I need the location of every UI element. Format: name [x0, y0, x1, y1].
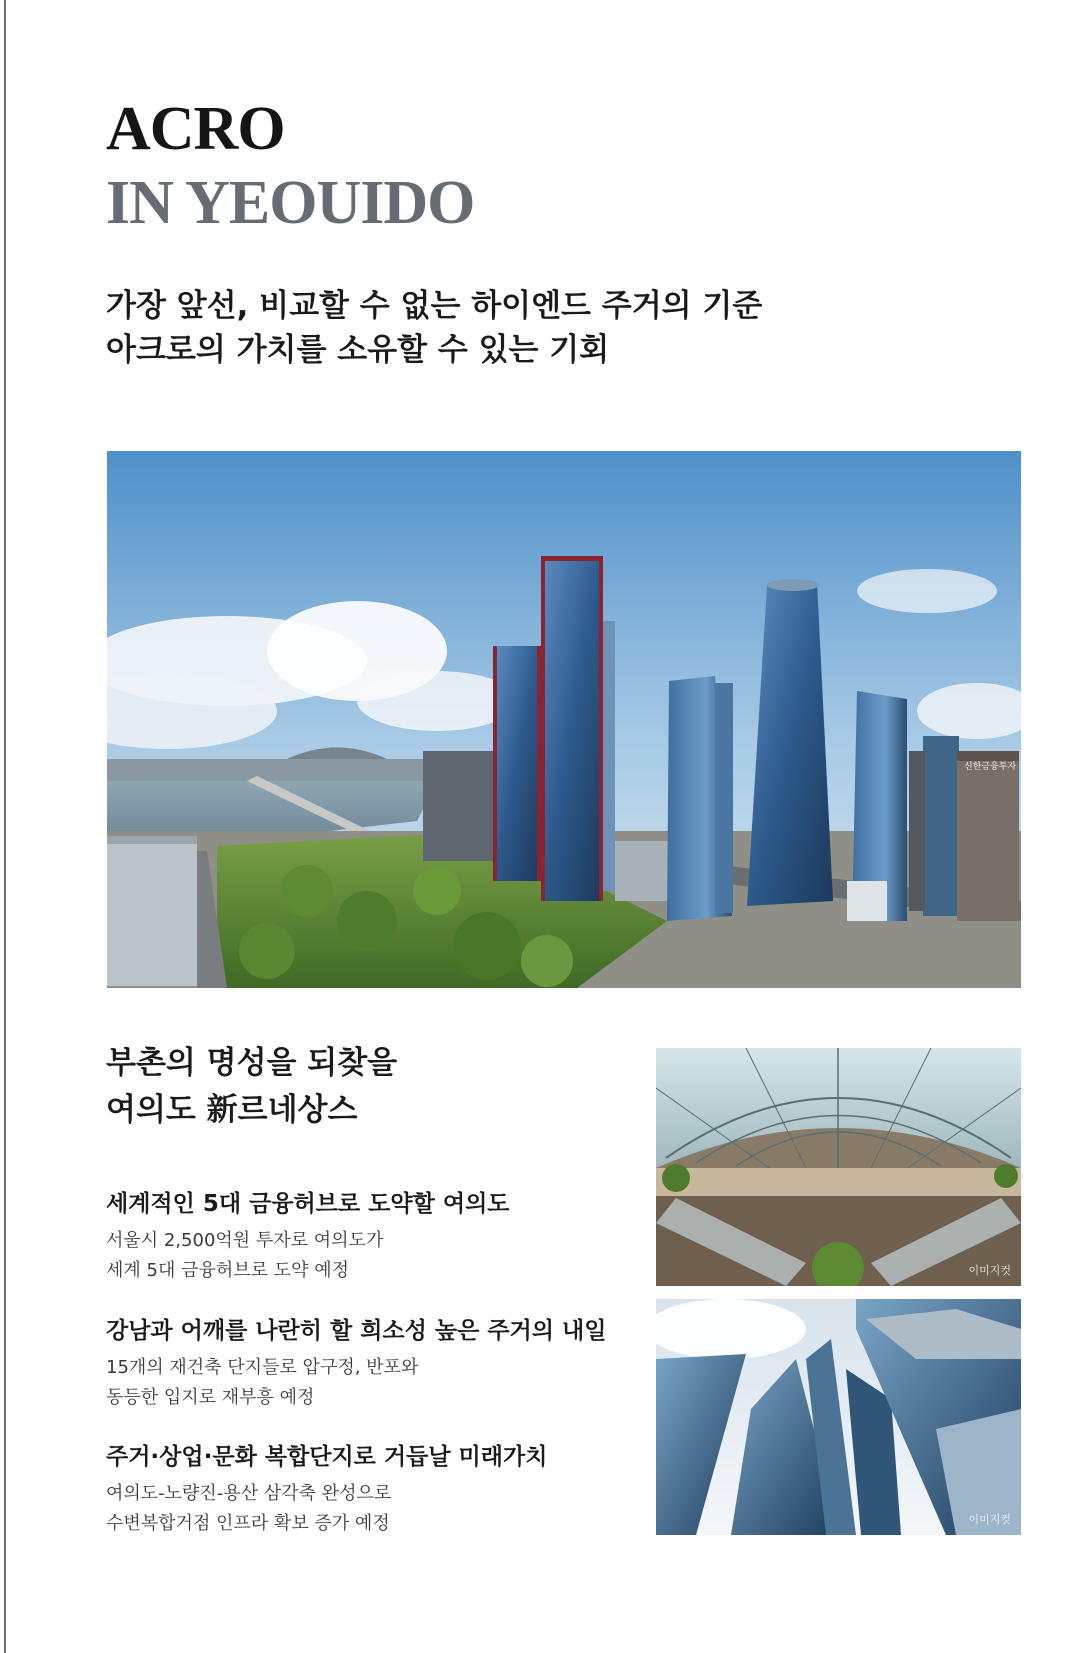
feature-title: 주거·상업·문화 복합단지로 거듭날 미래가치 — [106, 1444, 548, 1470]
feature-desc-line: 수변복합거점 인프라 확보 증가 예정 — [106, 1513, 390, 1534]
section-heading-line-1: 부촌의 명성을 되찾을 — [106, 1045, 398, 1081]
image-caption: 이미지컷 — [968, 1264, 1011, 1277]
feature-description — [106, 1479, 646, 1539]
mall-atrium-image — [656, 1048, 1021, 1286]
headline-line-1: 가장 앞선, 비교할 수 없는 하이엔드 주거의 기준 — [106, 288, 763, 324]
hero-skyline-image — [107, 451, 1021, 988]
building-sign-text: 신한금융투자 — [964, 762, 1017, 772]
feature-description — [106, 1226, 646, 1286]
headline — [106, 284, 926, 372]
feature-item — [106, 1441, 646, 1539]
feature-desc-line: 동등한 입지로 재부흥 예정 — [106, 1387, 315, 1408]
image-caption: 이미지컷 — [968, 1513, 1011, 1526]
feature-title: 세계적인 5대 금융허브로 도약할 여의도 — [106, 1191, 510, 1217]
section-heading — [106, 1040, 626, 1134]
feature-item — [106, 1315, 646, 1413]
title-acro: ACRO — [106, 95, 285, 163]
feature-title: 강남과 어깨를 나란히 할 희소성 높은 주거의 내일 — [106, 1318, 607, 1344]
skyscrapers-image — [656, 1299, 1021, 1535]
feature-desc-line: 세계 5대 금융허브로 도약 예정 — [106, 1260, 349, 1281]
feature-description — [106, 1353, 646, 1413]
page-left-border — [4, 0, 6, 1653]
feature-desc-line: 15개의 재건축 단지들로 압구정, 반포와 — [106, 1357, 419, 1378]
feature-item — [106, 1188, 646, 1286]
headline-line-2: 아크로의 가치를 소유할 수 있는 기회 — [106, 332, 610, 368]
feature-desc-line: 서울시 2,500억원 투자로 여의도가 — [106, 1230, 384, 1251]
title-in-yeouido: IN YEOUIDO — [106, 169, 475, 237]
section-heading-line-2: 여의도 新르네상스 — [106, 1092, 358, 1128]
feature-desc-line: 여의도-노량진-용산 삼각축 완성으로 — [106, 1483, 392, 1504]
